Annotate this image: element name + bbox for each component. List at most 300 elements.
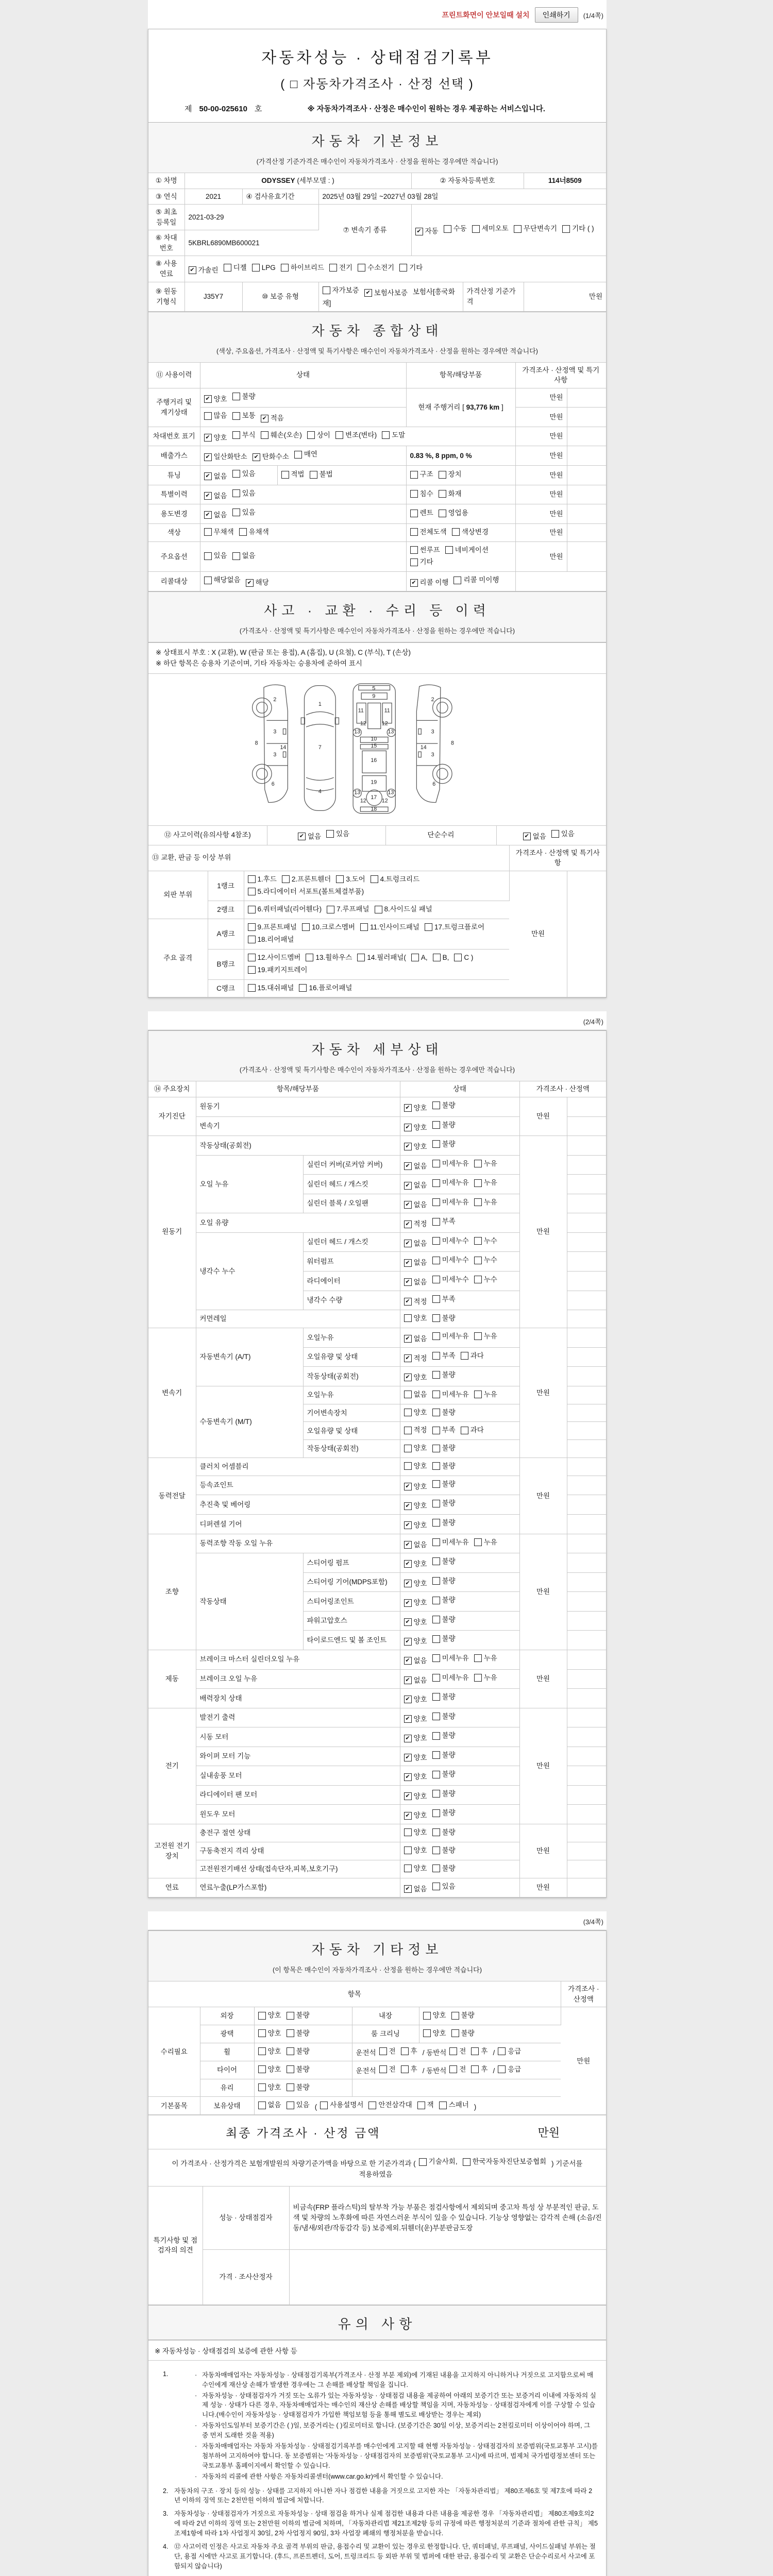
checkbox-구조[interactable] — [410, 471, 418, 479]
checkbox-없음[interactable]: ✔ — [298, 833, 306, 840]
install-notice-link[interactable]: 프린트화면이 안보일때 설치 — [442, 11, 530, 19]
checkbox-해당[interactable]: ✔ — [246, 579, 254, 587]
checkbox-미세누수[interactable] — [432, 1257, 440, 1264]
checkbox-훼손(오손)[interactable] — [261, 431, 268, 439]
checkbox-누유[interactable] — [474, 1654, 482, 1662]
checkbox-부족[interactable] — [432, 1427, 440, 1434]
checkbox-네비게이션[interactable] — [445, 546, 453, 554]
checkbox-불량[interactable] — [432, 1121, 440, 1129]
state-checks — [400, 1367, 519, 1386]
checkbox-없음[interactable]: ✔ — [404, 1182, 412, 1190]
check-item — [404, 1239, 427, 1249]
checkbox-장치[interactable] — [439, 471, 446, 479]
checkbox-양호[interactable]: ✔ — [204, 395, 212, 403]
checkbox-없음[interactable]: ✔ — [404, 1240, 412, 1247]
checkbox-B,[interactable] — [433, 954, 441, 961]
checkbox-없음[interactable]: ✔ — [404, 1201, 412, 1209]
checkbox-적음[interactable]: ✔ — [261, 415, 268, 422]
check-label: 탄화수소 — [262, 453, 289, 461]
checkbox-양호[interactable] — [258, 2083, 266, 2091]
checkbox-7.루프패널[interactable] — [327, 906, 334, 913]
checkbox-불량[interactable] — [432, 1713, 440, 1720]
checkbox-양호[interactable]: ✔ — [404, 1754, 412, 1761]
checkbox-없음[interactable] — [232, 552, 240, 560]
rankA-checks — [244, 919, 509, 950]
check-label: 전 — [389, 2047, 396, 2055]
checkbox-양호[interactable]: ✔ — [404, 1618, 412, 1626]
checkbox-매연[interactable] — [294, 451, 302, 459]
checkbox-양호[interactable]: ✔ — [404, 1715, 412, 1723]
checkbox-적정[interactable] — [404, 1427, 412, 1434]
check-item — [364, 288, 408, 298]
checkbox-양호[interactable] — [258, 2029, 266, 2037]
checkbox-불량[interactable] — [287, 2065, 294, 2073]
checkbox-썬루프[interactable] — [410, 546, 418, 554]
checkbox-자가보증[interactable] — [323, 286, 330, 294]
checkbox-불량[interactable] — [432, 1865, 440, 1872]
check-label: 리콜 미이행 — [463, 576, 499, 584]
checkbox-보통[interactable] — [232, 412, 240, 420]
checkbox-누유[interactable] — [474, 1160, 482, 1167]
check-label: 누수 — [483, 1236, 497, 1245]
checkbox-침수[interactable] — [410, 490, 418, 498]
checkbox-자동[interactable]: ✔ — [415, 228, 423, 235]
checkbox-불량[interactable] — [432, 1445, 440, 1452]
check-item — [404, 1353, 427, 1364]
price-cell: 만원 — [519, 1136, 567, 1328]
notice-bullet: · 자동차성능 · 상태점검자가 거짓 또는 오류가 있는 자동차성능 · 상태점검 내용을 제공하여 아래의 보증기간 또는 보증거리 이내에 자동차의 실제 성능 · 상태가 다른 경우, 자동차매매업자는 매수인의 재산상 손해를 배상할 책임을 지며, 자동차성능 · 상태점검자에게 이를 구상할 수 있습니다.(매수인이 자동차성능 · 상태점검자가 가입한 책임보험 등을 통해 별도로 배상받는 경우는 제외) — [195, 2392, 596, 2419]
check-label: 미세누유 — [442, 1332, 469, 1340]
checkbox-양호[interactable]: ✔ — [404, 1521, 412, 1529]
checkbox-응급[interactable] — [498, 2065, 506, 2073]
checkbox-불량[interactable] — [432, 1771, 440, 1778]
checkbox-누유[interactable] — [474, 1391, 482, 1398]
checkbox-불량[interactable] — [432, 1597, 440, 1604]
checkbox-15.대쉬패널[interactable] — [248, 984, 256, 992]
check-label: 미세누수 — [442, 1276, 469, 1284]
checkbox-불량[interactable] — [432, 1371, 440, 1379]
checkbox-양호[interactable] — [258, 2065, 266, 2073]
checkbox-불량[interactable] — [432, 1693, 440, 1701]
checkbox-누유[interactable] — [474, 1538, 482, 1546]
check-label: 양호 — [213, 395, 227, 403]
checkbox-후[interactable] — [471, 2047, 479, 2055]
checkbox-양호[interactable] — [404, 1409, 412, 1416]
checkbox-변조(변타)[interactable] — [335, 431, 343, 439]
checkbox-없음[interactable]: ✔ — [204, 511, 212, 519]
check-label: 한국자동차진단보증협회 — [472, 2158, 547, 2166]
checkbox-불량[interactable] — [451, 2029, 459, 2037]
subitem-label: 실린더 블록 / 오일팬 — [303, 1194, 400, 1213]
checkbox-양호[interactable]: ✔ — [404, 1773, 412, 1781]
checkbox-없음[interactable]: ✔ — [404, 1335, 412, 1343]
checkbox-양호[interactable] — [404, 1865, 412, 1872]
checkbox-미세누유[interactable] — [432, 1391, 440, 1398]
checkbox-불량[interactable] — [287, 2047, 294, 2055]
checkbox-많음[interactable] — [204, 412, 212, 420]
notice-bullet: · 자동차인도일부터 보증기간은 ( )일, 보증거리는 ( )킬로미터로 합니다. (보증기간은 30일 이상, 보증거리는 2천킬로미터 이상이어야 하며, 그 중 먼저 도래한 것을 적용) — [195, 2422, 591, 2439]
checkbox-불량[interactable] — [432, 1409, 440, 1416]
checkbox-없음[interactable]: ✔ — [523, 833, 531, 840]
checkbox-양호[interactable]: ✔ — [404, 1812, 412, 1820]
check-item — [432, 1120, 456, 1130]
check-item — [439, 489, 462, 499]
check-label: 양호 — [413, 1123, 427, 1131]
checkbox-불량[interactable] — [432, 1635, 440, 1643]
check-label: 불량 — [442, 1121, 456, 1129]
checkbox-누수[interactable] — [474, 1237, 482, 1245]
inline-text: 이 가격조사 · 산정가격은 보험개발원의 차량기준가액을 바탕으로 한 기준가격과 ( — [172, 2159, 416, 2167]
checkbox-적정[interactable]: ✔ — [404, 1221, 412, 1228]
checkbox-누유[interactable] — [474, 1332, 482, 1340]
checkbox-불량[interactable] — [432, 1828, 440, 1836]
checkbox-없음[interactable]: ✔ — [404, 1162, 412, 1170]
warranty-checks — [318, 282, 463, 311]
checkbox-수소전기[interactable] — [358, 264, 365, 272]
checkbox-누수[interactable] — [474, 1257, 482, 1264]
checkbox-양호[interactable] — [404, 1462, 412, 1470]
checkbox-불량[interactable] — [432, 1809, 440, 1817]
check-label: 양호 — [413, 1792, 427, 1800]
checkbox-없음[interactable]: ✔ — [404, 1676, 412, 1684]
checkbox-리콜 이행[interactable]: ✔ — [410, 579, 418, 587]
checkbox-16.플로어패널[interactable] — [299, 984, 307, 992]
checkbox-일산화탄소[interactable]: ✔ — [204, 453, 212, 461]
checkbox-양호[interactable] — [404, 1828, 412, 1836]
checkbox-불법[interactable] — [310, 471, 317, 479]
checkbox-3.도어[interactable] — [336, 875, 344, 883]
checkbox-불량[interactable] — [432, 1500, 440, 1507]
checkbox-안전삼각대[interactable] — [368, 2102, 376, 2109]
checkbox-잭[interactable] — [417, 2102, 425, 2109]
checkbox-불량[interactable] — [432, 1557, 440, 1565]
checkbox-4.트렁크리드[interactable] — [371, 875, 378, 883]
checkbox-1.후드[interactable] — [248, 875, 256, 883]
checkbox-불량[interactable] — [432, 1314, 440, 1322]
checkbox-사용설명서[interactable] — [320, 2102, 328, 2109]
checkbox-미세누유[interactable] — [432, 1538, 440, 1546]
check-label: 없음 — [413, 1162, 427, 1170]
state-checks — [400, 1805, 519, 1824]
checkbox-부족[interactable] — [432, 1218, 440, 1226]
check-label: 화재 — [448, 489, 462, 498]
checkbox-가솔린[interactable]: ✔ — [189, 266, 196, 274]
checkbox-양호[interactable] — [404, 1314, 412, 1322]
checkbox-10.크로스멤버[interactable] — [302, 923, 310, 931]
checkbox-5.라디에이터 서포트(볼트체결부품)[interactable] — [248, 888, 256, 895]
checkbox-불량[interactable] — [432, 1751, 440, 1759]
checkbox-부족[interactable] — [432, 1352, 440, 1360]
checkbox-양호[interactable]: ✔ — [404, 1735, 412, 1742]
panel-number: 6 — [271, 781, 275, 788]
check-item — [404, 1389, 427, 1400]
checkbox-19.패키지트레이[interactable] — [248, 966, 256, 974]
check-label: 전 — [389, 2065, 396, 2073]
checkbox-없음[interactable]: ✔ — [204, 492, 212, 500]
checkbox-스패너[interactable] — [439, 2102, 447, 2109]
checkbox-유채색[interactable] — [239, 528, 247, 536]
checkbox-미세누유[interactable] — [432, 1674, 440, 1682]
panel-number: 13 — [354, 728, 361, 735]
checkbox-있음[interactable] — [232, 509, 240, 516]
checkbox-없음[interactable] — [258, 2102, 266, 2109]
check-item — [287, 2082, 310, 2093]
checkbox-C )[interactable] — [454, 954, 462, 961]
checkbox-양호[interactable]: ✔ — [404, 1599, 412, 1607]
checkbox-불량[interactable] — [432, 1140, 440, 1148]
checkbox-리콜 미이행[interactable] — [453, 577, 461, 584]
checkbox-A,[interactable] — [411, 954, 419, 961]
checkbox-없음[interactable] — [404, 1391, 412, 1398]
checkbox-누유[interactable] — [474, 1198, 482, 1206]
checkbox-18.리어패널[interactable] — [248, 936, 256, 943]
checkbox-후[interactable] — [401, 2047, 409, 2055]
check-item — [432, 1331, 469, 1342]
checkbox-양호[interactable]: ✔ — [404, 1104, 412, 1112]
check-item — [432, 1692, 456, 1702]
checkbox-영업용[interactable] — [439, 510, 446, 517]
checkbox-불량[interactable] — [287, 2012, 294, 2020]
checkbox-세미오토[interactable] — [472, 225, 480, 233]
checkbox-수동[interactable] — [444, 225, 451, 233]
checkbox-양호[interactable]: ✔ — [404, 1638, 412, 1646]
checkbox-11.인사이드패널[interactable] — [360, 923, 368, 931]
checkbox-누유[interactable] — [474, 1674, 482, 1682]
notice-item: 3. 자동차성능 · 상태점검자가 거짓으로 자동차성능 · 상태 점검을 하거나 실제 점검한 내용과 다른 내용을 제공한 경우 「자동차관리법」 제80조제9호의2에 따라 2년 이하의 징역 또는 2천만원 이하의 벌금에 처하며, 「자동차관리법 제21조제2항 등의 규정에 따른 행정처분의 기준과 절차에 관한 규칙」 제5조제1항에 따라 1차 사업정지 30일, 2차 사업정지 90일, 3차 사업장 폐쇄의 행정처분을 받습니다. — [163, 2510, 598, 2537]
checkbox-6.쿼터패널(리어휀다)[interactable] — [248, 906, 256, 913]
checkbox-미세누수[interactable] — [432, 1276, 440, 1283]
checkbox-미세누유[interactable] — [432, 1332, 440, 1340]
inline-text: ) 기준서를 적용하였음 — [359, 2159, 583, 2179]
check-item — [432, 1789, 456, 1799]
state-checks — [400, 1404, 519, 1422]
check-label: 해당 — [255, 579, 269, 587]
checkbox-적법[interactable] — [281, 471, 289, 479]
checkbox-양호[interactable]: ✔ — [204, 434, 212, 442]
check-label: 없음 — [413, 1676, 427, 1684]
state-checks — [400, 1328, 519, 1348]
checkbox-9.프론트패널[interactable] — [248, 923, 256, 931]
checkbox-있음[interactable] — [432, 1883, 440, 1890]
inline-text: / 동반석 — [422, 2067, 447, 2075]
checkbox-양호[interactable]: ✔ — [404, 1124, 412, 1131]
checkbox-색상변경[interactable] — [452, 528, 460, 536]
checkbox-후[interactable] — [471, 2065, 479, 2073]
item-label: 윈도우 모터 — [196, 1805, 400, 1824]
check-item — [415, 226, 439, 236]
checkbox-렌트[interactable] — [410, 510, 418, 517]
item-label: 라디에이터 팬 모터 — [196, 1785, 400, 1805]
checkbox-양호[interactable] — [404, 1445, 412, 1452]
notices-a-list — [148, 2361, 606, 2576]
checkbox-양호[interactable]: ✔ — [404, 1374, 412, 1381]
check-label: 불량 — [442, 1140, 456, 1148]
checkbox-불량[interactable] — [432, 1846, 440, 1854]
check-label: 적음 — [270, 414, 284, 422]
checkbox-양호[interactable]: ✔ — [404, 1143, 412, 1150]
check-label: 불량 — [461, 2029, 475, 2038]
check-label: 영업용 — [448, 509, 468, 517]
checkbox-화재[interactable] — [439, 490, 446, 498]
checkbox-누유[interactable] — [474, 1179, 482, 1187]
checkbox-디젤[interactable] — [224, 264, 231, 272]
checkbox-있음[interactable] — [326, 830, 334, 838]
panel-number: 9 — [372, 693, 376, 700]
tire-checks — [254, 2061, 352, 2079]
checkbox-전체도색[interactable] — [410, 528, 418, 536]
checkbox-있음[interactable] — [204, 552, 212, 560]
checkbox-적정[interactable]: ✔ — [404, 1354, 412, 1362]
checkbox-기타[interactable] — [399, 264, 407, 272]
checkbox-양호[interactable]: ✔ — [404, 1580, 412, 1587]
checkbox-있음[interactable] — [551, 830, 559, 838]
checkbox-후[interactable] — [401, 2065, 409, 2073]
checkbox-상이[interactable] — [307, 431, 315, 439]
check-label: 불량 — [442, 1732, 456, 1740]
checkbox-불량[interactable] — [287, 2083, 294, 2091]
check-item — [204, 433, 227, 443]
checkbox-12.사이드멤버[interactable] — [248, 954, 256, 961]
overall-status-table: ⑪ 사용이력 상태 항목/해당부품 가격조사 · 산정액 및 특기사항 주행거리 및 계기상태 ✔ 양호 불량 현재 주행거리 [ 93,776 km ] 만원 많음 보통 ✔ 적음 만원 차대번호 표기 ✔ 양호 부식 훼손(오손) 상이 변조(변타) 도말 만원 배출가스 ✔ 일산화탄소 ✔ 탄화수소 매연 0.83 %, 8 ppm, 0 % 만원 튜닝 ✔ 없음 있음 적법 불법 구조 장치 만원 특별이력 ✔ 없음 있음 침수 화재 만원 용도변경 ✔ 없음 있음 렌트 영업용 만원 색상 무채색 유채색 전체도색 색상변경 만원 주요옵션 있음 없음 썬루프 네비게이션 기타 만원 리콜대상 해당없음 ✔ 해당 ✔ 리콜 이행 리콜 미이행 — [148, 362, 606, 591]
checkbox-무단변속기[interactable] — [514, 225, 522, 233]
checkbox-미세누유[interactable] — [432, 1198, 440, 1206]
checkbox-없음[interactable]: ✔ — [404, 1541, 412, 1549]
checkbox-기타 ( )[interactable] — [562, 225, 570, 233]
subitem-label: 작동상태(공회전) — [303, 1440, 400, 1458]
checkbox-미세누유[interactable] — [432, 1654, 440, 1662]
checkbox-불량[interactable] — [432, 1519, 440, 1527]
checkbox-없음[interactable]: ✔ — [404, 1885, 412, 1893]
check-item — [204, 491, 227, 501]
checkbox-양호[interactable]: ✔ — [404, 1560, 412, 1568]
panel-number: 11 — [384, 707, 390, 714]
checkbox-과다[interactable] — [461, 1352, 468, 1360]
checkbox-도말[interactable] — [382, 431, 390, 439]
checkbox-불량[interactable] — [432, 1462, 440, 1470]
checkbox-양호[interactable] — [404, 1846, 412, 1854]
device-label: 원동기 — [148, 1136, 196, 1328]
checkbox-적정[interactable]: ✔ — [404, 1298, 412, 1306]
transmission-checks — [411, 205, 606, 256]
check-label: 없음 — [307, 832, 321, 840]
checkbox-불량[interactable] — [432, 1577, 440, 1585]
check-item — [358, 263, 394, 273]
checkbox-불량[interactable] — [232, 393, 240, 400]
checkbox-한국자동차진단보증협회[interactable] — [463, 2158, 470, 2166]
checkbox-양호[interactable] — [423, 2012, 431, 2020]
checkbox-누수[interactable] — [474, 1276, 482, 1283]
checkbox-전[interactable] — [379, 2065, 387, 2073]
check-item — [432, 1537, 469, 1548]
checkbox-탄화수소[interactable]: ✔ — [253, 453, 260, 461]
check-label: 양호 — [413, 1773, 427, 1781]
checkbox-무채색[interactable] — [204, 528, 212, 536]
check-label: 누유 — [483, 1654, 497, 1662]
checkbox-미세누수[interactable] — [432, 1237, 440, 1245]
checkbox-13.휠하우스[interactable] — [306, 954, 313, 961]
checkbox-양호[interactable]: ✔ — [404, 1696, 412, 1703]
checkbox-불량[interactable] — [432, 1480, 440, 1488]
check-item — [232, 551, 256, 561]
checkbox-양호[interactable] — [423, 2029, 431, 2037]
checkbox-과다[interactable] — [461, 1427, 468, 1434]
checkbox-전[interactable] — [379, 2047, 387, 2055]
vin-mark-checks — [200, 427, 515, 446]
opinions-table: 특기사항 및 점검자의 의견 성능 · 상태점검자 비금속(FRP 플라스틱)의 탈부착 가능 부품은 점검사항에서 제외되며 중고차 특성 상 부분적인 판금, 도색 및 차량의 노후화에 따른 자연스러운 부식이 있을 수 있습니다. 기능상 영향없는 감각적 손해 (소음/진동/냄새/외관/작동감각 등) 보증제외.뒤휀더(운)부분판금도장 가격 · 조사산정자 — [148, 2186, 606, 2305]
checkbox-없음[interactable]: ✔ — [404, 1278, 412, 1286]
checkbox-17.트렁크플로어[interactable] — [425, 923, 432, 931]
checkbox-14.필러패널([interactable] — [357, 954, 365, 961]
checkbox-하이브리드[interactable] — [281, 264, 289, 272]
checkbox-양호[interactable]: ✔ — [404, 1502, 412, 1510]
checkbox-있음[interactable] — [232, 470, 240, 478]
checkbox-있음[interactable] — [287, 2102, 294, 2109]
checkbox-보험사보증[interactable]: ✔ — [364, 289, 372, 297]
check-item — [404, 1277, 427, 1287]
checkbox-없음[interactable]: ✔ — [404, 1657, 412, 1665]
checkbox-LPG[interactable] — [252, 264, 260, 272]
check-label: 양호 — [213, 433, 227, 442]
check-label: 불량 — [442, 1557, 456, 1566]
check-item — [404, 1219, 427, 1229]
checkbox-부족[interactable] — [432, 1295, 440, 1303]
checkbox-응급[interactable] — [498, 2047, 506, 2055]
checkbox-불량[interactable] — [432, 1101, 440, 1109]
checkbox-양호[interactable]: ✔ — [404, 1792, 412, 1800]
checkbox-기술사회,[interactable] — [419, 2158, 427, 2166]
checkbox-전기[interactable] — [329, 264, 337, 272]
checkbox-불량[interactable] — [432, 1732, 440, 1740]
page-marker-1: (1/4쪽) — [583, 11, 603, 20]
checkbox-부식[interactable] — [232, 431, 240, 439]
checkbox-있음[interactable] — [232, 489, 240, 497]
check-item — [410, 578, 449, 588]
checkbox-양호[interactable] — [258, 2012, 266, 2020]
checkbox-양호[interactable]: ✔ — [404, 1483, 412, 1490]
checkbox-불량[interactable] — [287, 2029, 294, 2037]
check-label: 누유 — [483, 1332, 497, 1340]
checkbox-미세누유[interactable] — [432, 1160, 440, 1167]
page-3 — [148, 1930, 607, 2576]
checkbox-2.프론트휀더[interactable] — [282, 875, 290, 883]
checkbox-해당없음[interactable] — [204, 577, 212, 584]
checkbox-양호[interactable] — [258, 2047, 266, 2055]
checkbox-8.사이드실 패널[interactable] — [375, 906, 382, 913]
mileage-value: 93,776 km — [466, 403, 500, 412]
rankC-checks — [244, 979, 509, 997]
checkbox-없음[interactable]: ✔ — [204, 472, 212, 480]
check-label: 양호 — [413, 1560, 427, 1568]
print-button[interactable]: 인쇄하기 — [535, 7, 578, 23]
item-label: 와이퍼 모터 기능 — [196, 1747, 400, 1766]
check-item — [444, 224, 467, 234]
checkbox-미세누유[interactable] — [432, 1179, 440, 1187]
checkbox-없음[interactable]: ✔ — [404, 1259, 412, 1267]
check-label: 누유 — [483, 1673, 497, 1682]
device-label: 동력전달 — [148, 1458, 196, 1534]
check-item — [204, 471, 227, 482]
special-history-checks — [200, 485, 406, 504]
check-item — [474, 1178, 497, 1188]
checkbox-불량[interactable] — [432, 1616, 440, 1623]
checkbox-기타[interactable] — [410, 558, 418, 566]
checkbox-전[interactable] — [449, 2047, 457, 2055]
options-type-checks — [406, 541, 515, 572]
checkbox-불량[interactable] — [432, 1790, 440, 1798]
checkbox-전[interactable] — [449, 2065, 457, 2073]
subitem-label: 스티어링조인트 — [303, 1592, 400, 1612]
checkbox-불량[interactable] — [451, 2012, 459, 2020]
